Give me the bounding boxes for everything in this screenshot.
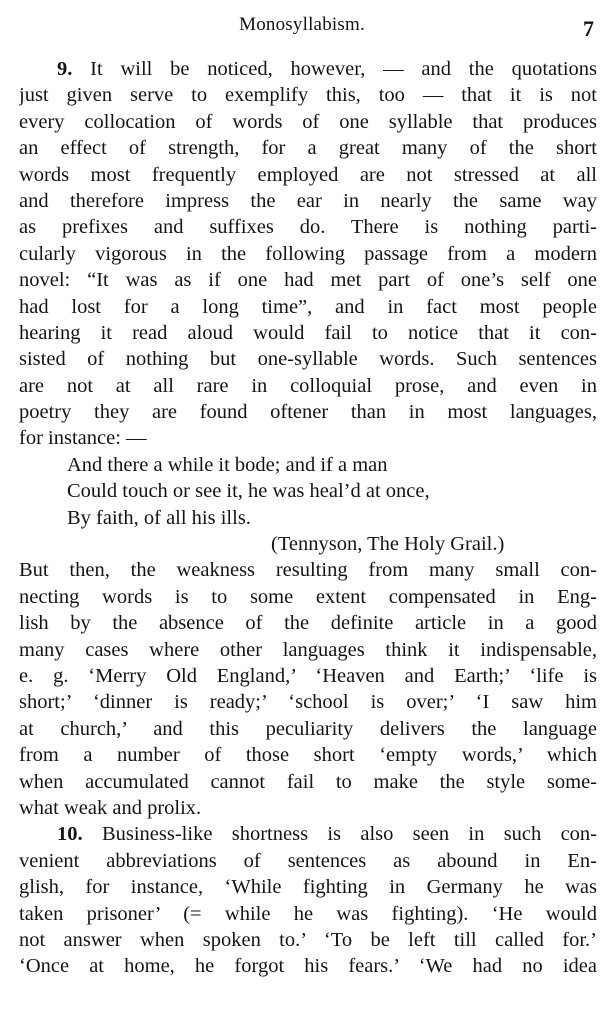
paragraph-line: sisted of nothing but one-syllable words. Such sentences [19, 348, 597, 371]
paragraph-line: poetry they are found oftener than in most languages, [19, 401, 597, 424]
paragraph-line: e. g. ‘Merry Old England,’ ‘Heaven and Earth;’ ‘life is [19, 664, 597, 687]
paragraph-line: But then, the weakness resulting from many small con- [19, 559, 597, 582]
verse-citation: (Tennyson, The Holy Grail.) [271, 533, 505, 556]
paragraph-line: venient abbreviations of sentences as abound in En- [19, 849, 597, 872]
paragraph-line: 10. Business-like shortness is also seen in such con- [57, 823, 597, 846]
paragraph-line: an effect of strength, for a great many of the short [19, 137, 597, 160]
verse-line: Could touch or see it, he was heal’d at once, [67, 480, 430, 503]
section-number: 10. [57, 823, 83, 846]
verse-line: By faith, of all his ills. [67, 506, 251, 529]
paragraph-line: cularly vigorous in the following passage from a modern [19, 242, 597, 265]
page-number: 7 [583, 16, 594, 41]
paragraph-line: and therefore impress the ear in nearly the same way [19, 189, 597, 212]
verse-line: And there a while it bode; and if a man [67, 453, 388, 476]
paragraph-line: necting words is to some extent compensated in Eng- [19, 585, 597, 608]
paragraph-line: ‘Once at home, he forgot his fears.’ ‘We had no idea [19, 955, 597, 978]
paragraph-line: 9. It will be noticed, however, — and the quotations [57, 58, 597, 80]
paragraph-line: not answer when spoken to.’ ‘To be left till called for.’ [19, 928, 597, 951]
paragraph-line: novel: “It was as if one had met part of one’s self one [19, 269, 597, 292]
paragraph-line: every collocation of words of one syllable that produces [19, 110, 597, 133]
paragraph-line: hearing it read aloud would fail to notice that it con- [19, 321, 597, 344]
paragraph-line: just given serve to exemplify this, too — that it is not [19, 84, 597, 107]
paragraph-line: short;’ ‘dinner is ready;’ ‘school is over;’ ‘I saw him [19, 691, 597, 714]
paragraph-line: for instance: — [19, 427, 147, 450]
running-head: Monosyllabism. [239, 14, 365, 35]
section-number: 9. [57, 58, 73, 80]
paragraph-line: glish, for instance, ‘While fighting in Germany he was [19, 876, 597, 899]
paragraph-line: at church,’ and this peculiarity delivers the language [19, 717, 597, 740]
paragraph-line: when accumulated cannot fail to make the style some- [19, 770, 597, 793]
paragraph-line: what weak and prolix. [19, 796, 202, 819]
page-body [19, 56, 597, 980]
paragraph-line: as prefixes and suffixes do. There is nothing parti- [19, 216, 597, 239]
paragraph-line: words most frequently employed are not stressed at all [19, 163, 597, 186]
paragraph-line: taken prisoner’ (= while he was fighting). ‘He would [19, 902, 597, 925]
page-header [0, 14, 604, 40]
paragraph-line: lish by the absence of the definite article in a good [19, 612, 597, 635]
paragraph-line: had lost for a long time”, and in fact most people [19, 295, 597, 318]
paragraph-line: many cases where other languages think it indispensable, [19, 638, 597, 661]
paragraph-line: are not at all rare in colloquial prose, and even in [19, 374, 597, 397]
paragraph-line: from a number of those short ‘empty words,’ which [19, 744, 597, 767]
